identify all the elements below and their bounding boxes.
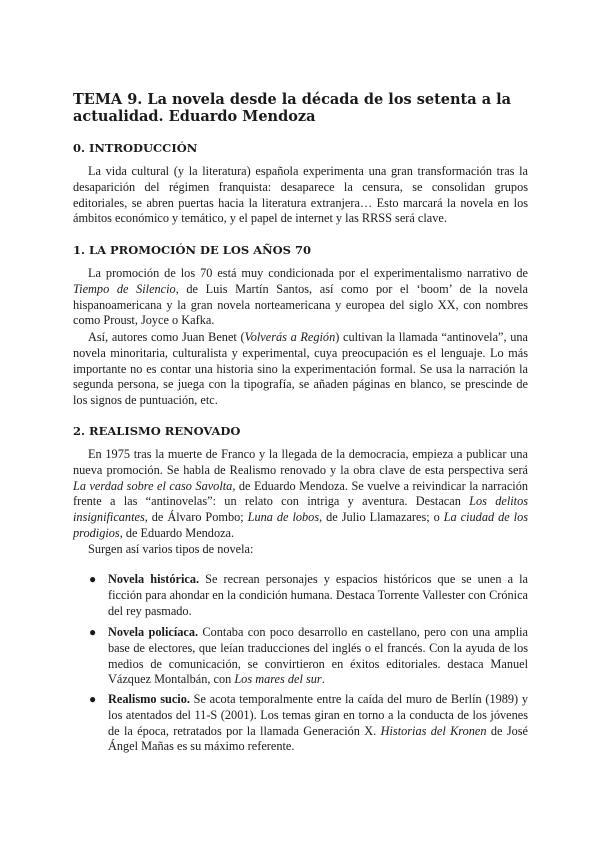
paragraph-realismo-renovado-1: En 1975 tras la muerte de Franco y la llegada de la democracia, empieza a publicar una nueva promoción. Se habla de Realismo renovado y la obra clave de esta perspectiva será La verdad sobre el caso Savolta, de Eduardo Mendoza. Se vuelve a reivindicar la narración frente a las “antinovelas”: un relato con intriga y aventura. Destacan Los delitos insignificantes, de Álvaro Pombo; Luna de lobos, de Julio Llamazares; o La ciudad de los prodigios, de Eduardo Mendoza. — [73, 447, 528, 540]
heading-introduccion: 0. INTRODUCCIÓN — [73, 141, 198, 155]
bullet-icon: ● — [89, 572, 97, 586]
heading-realismo-renovado: 2. REALISMO RENOVADO — [73, 424, 241, 438]
list-item-novela-historica: ● Novela histórica. Se recrean personajes y espacios históricos que se unen a la ficción para ahondar en la condición humana. Destaca Torrente Vallester con Crónica del rey pasmado. — [89, 572, 528, 618]
paragraph-promocion-70-2: Así, autores como Juan Benet (Volverás a Región) cultivan la llamada “antinovela”, una novela minoritaria, culturalista y experimental, cuya preocupación es el lenguaje. Lo más importante no es contar una historia sino la experimentación formal. Se usa la narración la segunda persona, se juega con la tipografía, se añaden páginas en blanco, se prescinde de los signos de puntuación, etc. — [73, 330, 528, 408]
paragraph-promocion-70-1: La promoción de los 70 está muy condicionada por el experimentalismo narrativo de Tiempo de Silencio, de Luis Martín Santos, así como por el ‘boom’ de la novela hispanoamericana y la gran novela norteamericana y europea del siglo XX, con nombres como Proust, Joyce o Kafka. — [73, 266, 528, 328]
list-item-realismo-sucio: ● Realismo sucio. Se acota temporalmente entre la caída del muro de Berlín (1989) y los atentados del 11-S (2001). Los temas giran en torno a la conducta de los jóvenes de la época, retratados por la llamada Generación X. Historias del Kronen de José Ángel Mañas es su máximo referente. — [89, 692, 529, 754]
paragraph-realismo-renovado-2: Surgen así varios tipos de novela: — [88, 542, 254, 556]
bullet-icon: ● — [89, 692, 97, 706]
document-title: TEMA 9. La novela desde la década de los setenta a la actualidad. Eduardo Mendoza — [73, 91, 512, 125]
heading-promocion-70: 1. LA PROMOCIÓN DE LOS AÑOS 70 — [73, 243, 311, 257]
paragraph-introduccion: La vida cultural (y la literatura) española experimenta una gran transformación tras la desaparición del régimen franquista: desaparece la censura, se consolidan grupos editoriales, se abren puertas hacia la literatura extranjera… Esto marcará la novela en los ámbitos económico y temático, y el papel de internet y las RRSS será clave. — [73, 164, 528, 226]
bullet-icon: ● — [89, 625, 97, 639]
list-item-novela-policiaca: ● Novela policíaca. Contaba con poco desarrollo en castellano, pero con una amplia base de electores, que leían traducciones del inglés o el francés. Con la ayuda de los medios de comunicación, se convirtieron en éxitos editoriales. destaca Manuel Vázquez Montalbán, con Los mares del sur. — [89, 625, 528, 687]
